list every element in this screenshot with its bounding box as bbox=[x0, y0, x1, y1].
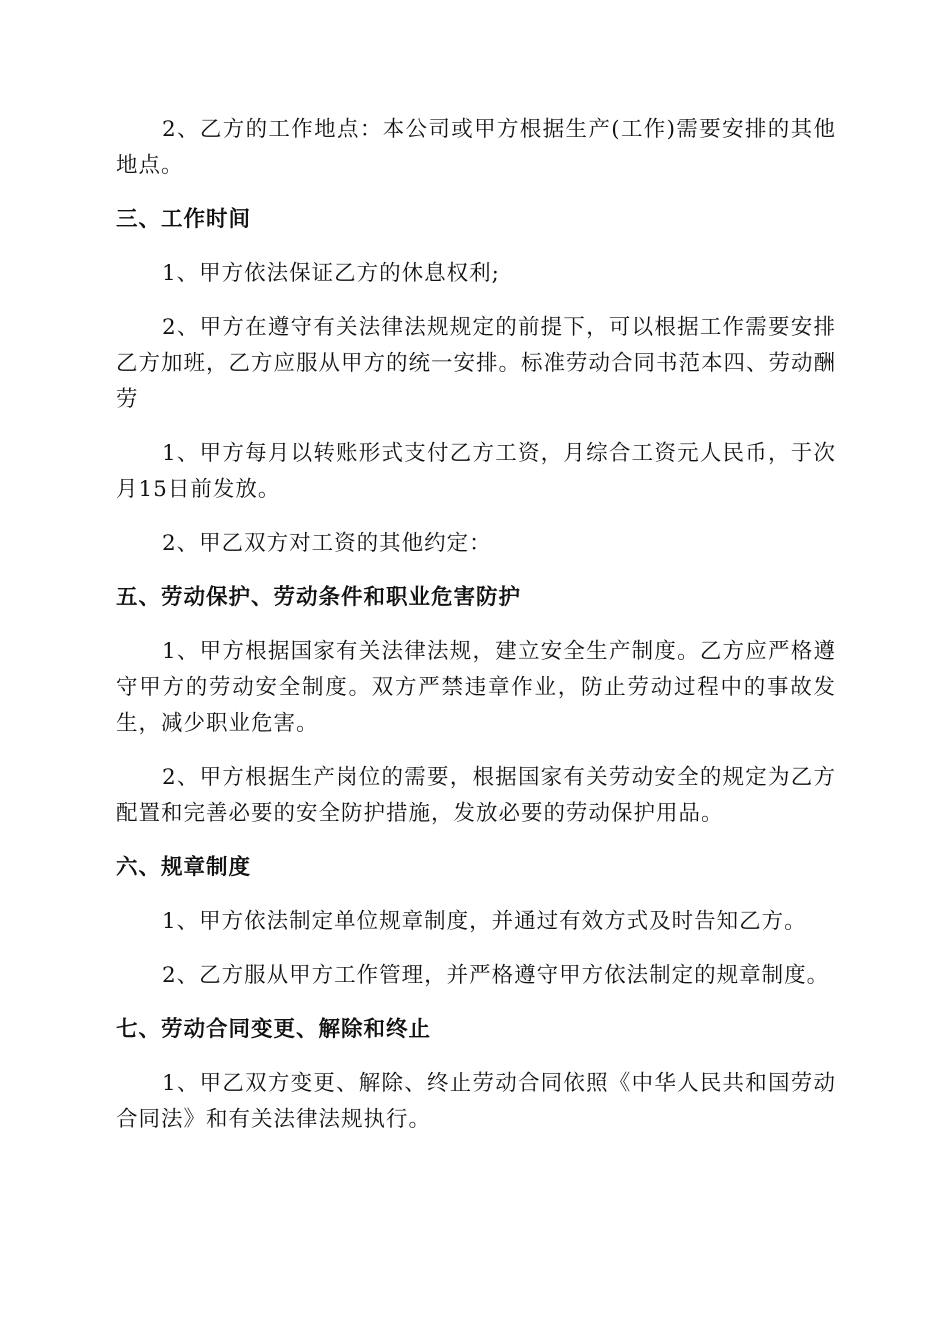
paragraph-contract-law: 1、甲乙双方变更、解除、终止劳动合同依照《中华人民共和国劳动合同法》和有关法律法规执行。 bbox=[116, 1071, 836, 1132]
section-heading-contract-changes: 七、劳动合同变更、解除和终止 bbox=[116, 1017, 432, 1042]
paragraph-work-location: 2、乙方的工作地点：本公司或甲方根据生产(工作)需要安排的其他地点。 bbox=[116, 117, 836, 178]
section-heading-rules: 六、规章制度 bbox=[116, 855, 252, 880]
section-heading-labor-protection: 五、劳动保护、劳动条件和职业危害防护 bbox=[116, 585, 522, 610]
paragraph-rules-compliance: 2、乙方服从甲方工作管理，并严格遵守甲方依法制定的规章制度。 bbox=[162, 963, 830, 988]
section-heading-work-time: 三、工作时间 bbox=[116, 207, 252, 232]
paragraph-rest-rights: 1、甲方依法保证乙方的休息权利; bbox=[162, 261, 500, 286]
paragraph-safety-system: 1、甲方根据国家有关法律法规，建立安全生产制度。乙方应严格遵守甲方的劳动安全制度。双方严禁违章作业，防止劳动过程中的事故发生，减少职业危害。 bbox=[116, 639, 836, 736]
paragraph-protective-equipment: 2、甲方根据生产岗位的需要，根据国家有关劳动安全的规定为乙方配置和完善必要的安全防护措施，发放必要的劳动保护用品。 bbox=[116, 765, 836, 826]
paragraph-salary-other: 2、甲乙双方对工资的其他约定： bbox=[162, 531, 492, 556]
document-body bbox=[116, 112, 836, 1138]
paragraph-rules-formulation: 1、甲方依法制定单位规章制度，并通过有效方式及时告知乙方。 bbox=[162, 909, 807, 934]
paragraph-overtime: 2、甲方在遵守有关法律法规规定的前提下，可以根据工作需要安排乙方加班，乙方应服从甲方的统一安排。标准劳动合同书范本四、劳动酬劳 bbox=[116, 315, 837, 412]
paragraph-salary-payment: 1、甲方每月以转账形式支付乙方工资，月综合工资元人民币，于次月15日前发放。 bbox=[116, 441, 836, 502]
